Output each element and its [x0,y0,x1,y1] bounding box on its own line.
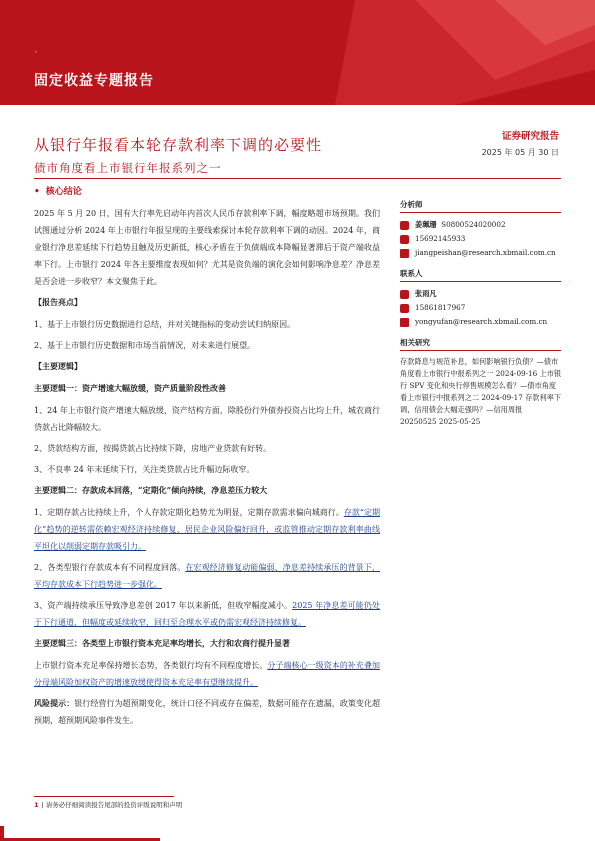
report-subtitle: 债市角度看上市银行年报系列之一 [34,161,222,175]
logic2-p2-text: 2、各类型银行存款成本有不同程度回落。 [34,563,186,572]
contact-phone-row [400,301,561,315]
logic2-p1-underline: 存款“定期化”趋势的逆转需依赖宏观经济持续修复、居民企业风险偏好回升，或监管推动定期存款利率曲线平坦化以削弱定期存款吸引力。 [34,508,380,551]
contact-heading: 联系人 [400,268,561,282]
key-heading-label: 核心结论 [45,187,82,197]
sidebar [400,199,561,428]
report-date: 2025 年 05 月 30 日 [481,148,559,157]
contact-email[interactable]: yongyufan@research.xbmail.com.cn [415,317,548,326]
logic2-p3-underline: 2025 年净息差可能仍处于下行通道，但幅度或延续收窄，回归至合理水平或仍需宏观经济持续修复。 [34,601,380,627]
analyst-name-row [400,218,561,232]
logic2-p2-underline: 在宏观经济修复动能偏弱、净息差持续承压的背景下，平均存款成本下行趋势进一步强化。 [34,563,380,589]
logic2-point-3 [34,597,380,631]
logic1-title: 主要逻辑一：资产增速大幅放缓，资产质量阶段性改善 [34,383,226,393]
footer: 1 | 请务必仔细阅读报告尾部的投资评级说明和声明 [34,801,183,809]
logic3-text: 上市银行资本充足率保持增长态势，各类银行均有不同程度增长。 [34,661,268,670]
report-type: 证券研究报告 [501,131,559,142]
report-title: 从银行年报看本轮存款利率下调的必要性 [34,136,323,154]
related-research[interactable]: 存款降息与规范补息，如何影响银行负债？—债市角度看上市银行中报系列之一 2024-09-16 上市银行 SPV 变化和央行停售规模怎么看？—债市角度看上市银行中报系列之二 2024-09-17 存款利率下调，信用债会大幅走强吗？—信用周报 20250525 2025-05-25 [400,357,562,426]
contact-name-row [400,287,561,301]
intro-paragraph: 2025 年 5 月 20 日，国有大行率先启动年内首次人民币存款利率下调，幅度略超市场预期。我们试图通过分析 2024 年上市银行年报呈现的主要线索探讨本轮存款利率下调的动因。2024 年，商业银行净息差延续下行趋势且触及历史新低，核心矛盾在于负债端成本降幅显著滞后于资产端收益率下行。上市银行 2024 年各主要维度表现如何？尤其是资负端的演化会如何影响净息差？净息差是否会进一步收窄？本文聚焦于此。 [34,209,380,286]
footer-divider [34,796,174,797]
contact-email-row[interactable] [400,315,561,329]
analyst-email[interactable]: jiangpeishan@research.xbmail.com.cn [415,248,556,257]
footer-note: 请务必仔细阅读报告尾部的投资评级说明和声明 [45,801,183,809]
email-icon [400,318,409,327]
report-category: 固定收益专题报告 [34,73,154,89]
logic3-point [34,657,380,691]
related-heading: 相关研究 [400,337,561,351]
header-mark: 、 [34,45,44,55]
contact-phone: 15861817967 [415,303,466,312]
bullet-icon: • [34,187,40,197]
logic3-underline: 分子端核心一级资本的补充叠加分母端风险加权资产的增速放缓使得资本充足率有望继续提升。 [34,661,381,687]
key-heading [34,184,82,197]
analyst-heading: 分析师 [400,199,561,213]
logic2-point-1 [34,504,380,555]
main-content [34,205,380,733]
title-divider [34,178,561,179]
person-icon [400,290,409,299]
highlight-2: 2、基于上市银行历史数据和市场当前情况，对未来进行展望。 [34,341,256,350]
contact-name: 张雨凡 [415,289,437,298]
logic-heading: 【主要逻辑】 [34,361,82,371]
highlight-heading: 【报告亮点】 [34,297,82,307]
logic1-point-1: 1、24 年上市银行资产增速大幅放缓，资产结构方面，除股份行外债券投资占比均上升，城农商行贷款占比降幅较大。 [34,406,380,432]
logic2-p1-text: 1、定期存款占比持续上升，个人存款定期化趋势尤为明显，定期存款需求偏向城商行。 [34,508,344,517]
phone-icon [400,235,409,244]
analyst-phone: 15692145933 [415,234,466,243]
analyst-name: 姜珮珊 [415,220,437,229]
logic3-title: 主要逻辑三：各类型上市银行资本充足率均增长，大行和农商行提升显著 [34,638,290,648]
header-band [0,0,595,105]
analyst-phone-row [400,232,561,246]
footer-decoration [0,826,160,841]
logic1-point-2: 2、贷款结构方面，按揭贷款占比持续下降，房地产业贷款有好转。 [34,444,272,453]
logic2-p3-text: 3、资产端持续承压导致净息差创 2017 年以来新低，但收窄幅度减小。 [34,601,293,610]
page-number: 1 [34,801,39,809]
phone-icon [400,304,409,313]
analyst-cert: S0800524020002 [441,220,506,229]
risk-paragraph [34,695,380,729]
highlight-1: 1、基于上市银行历史数据进行总结，并对关键指标的变动尝试归纳原因。 [34,320,296,329]
header-decoration [295,0,595,105]
logic2-title: 主要逻辑二：存款成本回落，“定期化”倾向持续，净息差压力较大 [34,485,268,495]
person-icon [400,221,409,230]
risk-text: 银行经营行为超预期变化，统计口径不同或存在偏差，数据可能存在遗漏，政策变化超预期，超预期风险事件发生。 [34,699,381,725]
risk-label: 风险提示： [34,698,75,708]
logic2-point-2 [34,559,380,593]
analyst-email-row[interactable] [400,246,561,260]
logic1-point-3: 3、不良率 24 年末延续下行，关注类贷款占比升幅边际收窄。 [34,465,255,474]
email-icon [400,249,409,258]
